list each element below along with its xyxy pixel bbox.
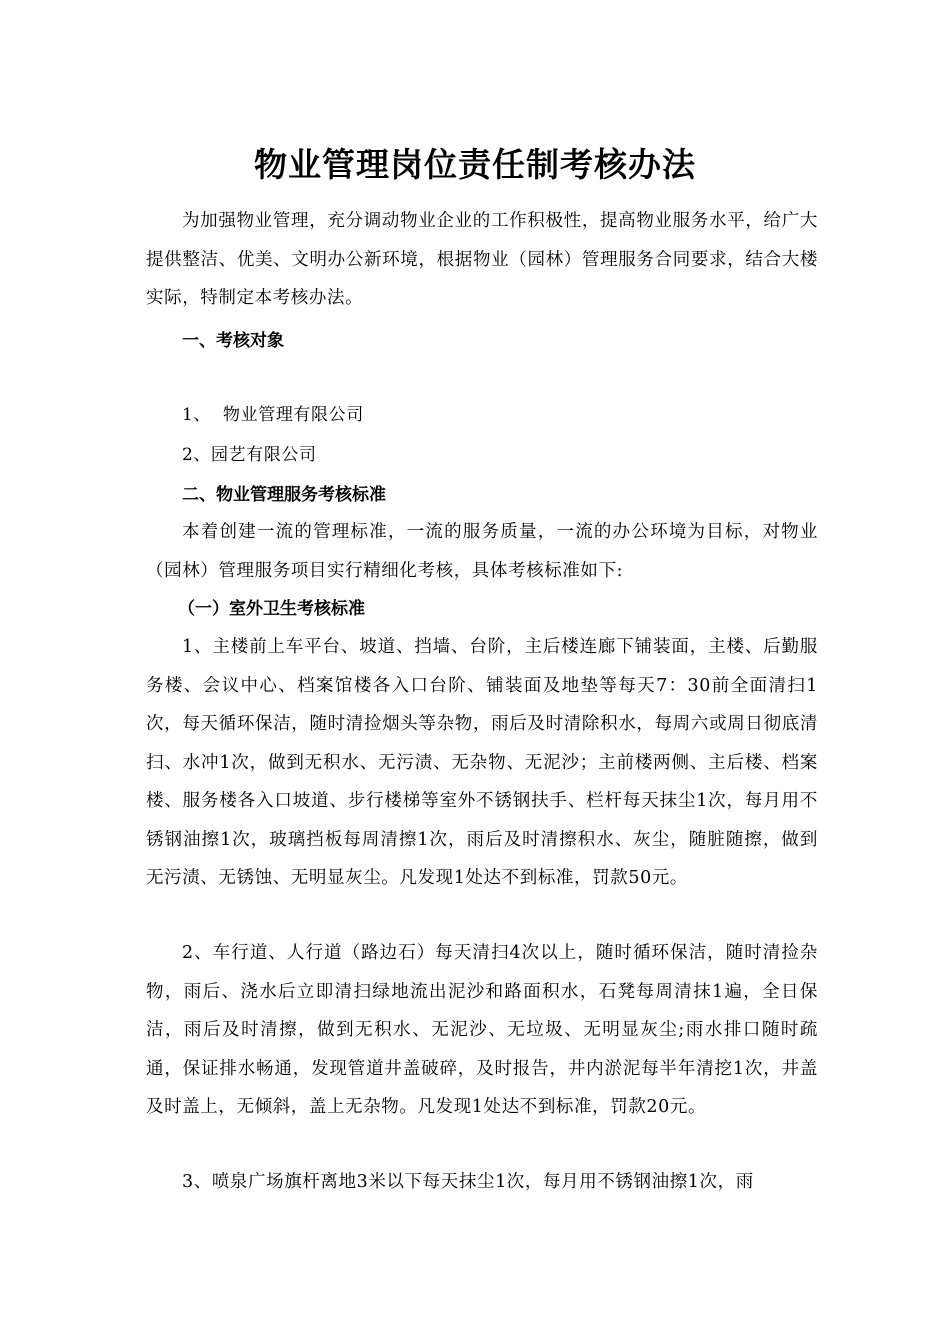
- standards-intro-paragraph: 本着创建一流的管理标准，一流的服务质量，一流的办公环境为目标，对物业（园林）管理服务项目实行精细化考核，具体考核标准如下:: [146, 522, 818, 581]
- standard-paragraph-3: 3、喷泉广场旗杆离地3米以下每天抹尘1次，每月用不锈钢油擦1次，雨: [182, 1172, 754, 1192]
- section-heading-standards: 二、物业管理服务考核标准: [182, 485, 386, 505]
- intro-paragraph: 为加强物业管理，充分调动物业企业的工作积极性，提高物业服务水平，给广大提供整洁、优美、文明办公新环境，根据物业（园林）管理服务合同要求，结合大楼实际，特制定本考核办法。: [146, 211, 818, 308]
- list-item: 2、园艺有限公司: [182, 445, 317, 465]
- standard-paragraph-1: 1、主楼前上车平台、坡道、挡墙、台阶，主后楼连廊下铺装面，主楼、后勤服务楼、会议中心、档案馆楼各入口台阶、铺装面及地垫等每天7：30前全面清扫1次，每天循环保洁，随时清捡烟头等杂物，雨后及时清除积水，每周六或周日彻底清扫、水冲1次，做到无积水、无污渍、无杂物、无泥沙；主前楼两侧、主后楼、档案楼、服务楼各入口坡道、步行楼梯等室外不锈钢扶手、栏杆每天抹尘1次，每月用不锈钢油擦1次，玻璃挡板每周清擦1次，雨后及时清擦积水、灰尘，随脏随擦，做到无污渍、无锈蚀、无明显灰尘。凡发现1处达不到标准，罚款50元。: [146, 637, 818, 888]
- standard-paragraph-2: 2、车行道、人行道（路边石）每天清扫4次以上，随时循环保洁，随时清捡杂物，雨后、浇水后立即清扫绿地流出泥沙和路面积水，石凳每周清抹1遍，全日保洁，雨后及时清擦，做到无积水、无泥沙、无垃圾、无明显灰尘;雨水排口随时疏通，保证排水畅通，发现管道井盖破碎，及时报告，井内淤泥每半年清挖1次，井盖及时盖上，无倾斜，盖上无杂物。凡发现1处达不到标准，罚款20元。: [146, 943, 818, 1117]
- section-heading-targets: 一、考核对象: [182, 331, 284, 351]
- subsection-heading-outdoor: （一）室外卫生考核标准: [178, 599, 365, 619]
- document-title: 物业管理岗位责任制考核办法: [254, 145, 696, 185]
- list-item: 1、 物业管理有限公司: [182, 405, 364, 425]
